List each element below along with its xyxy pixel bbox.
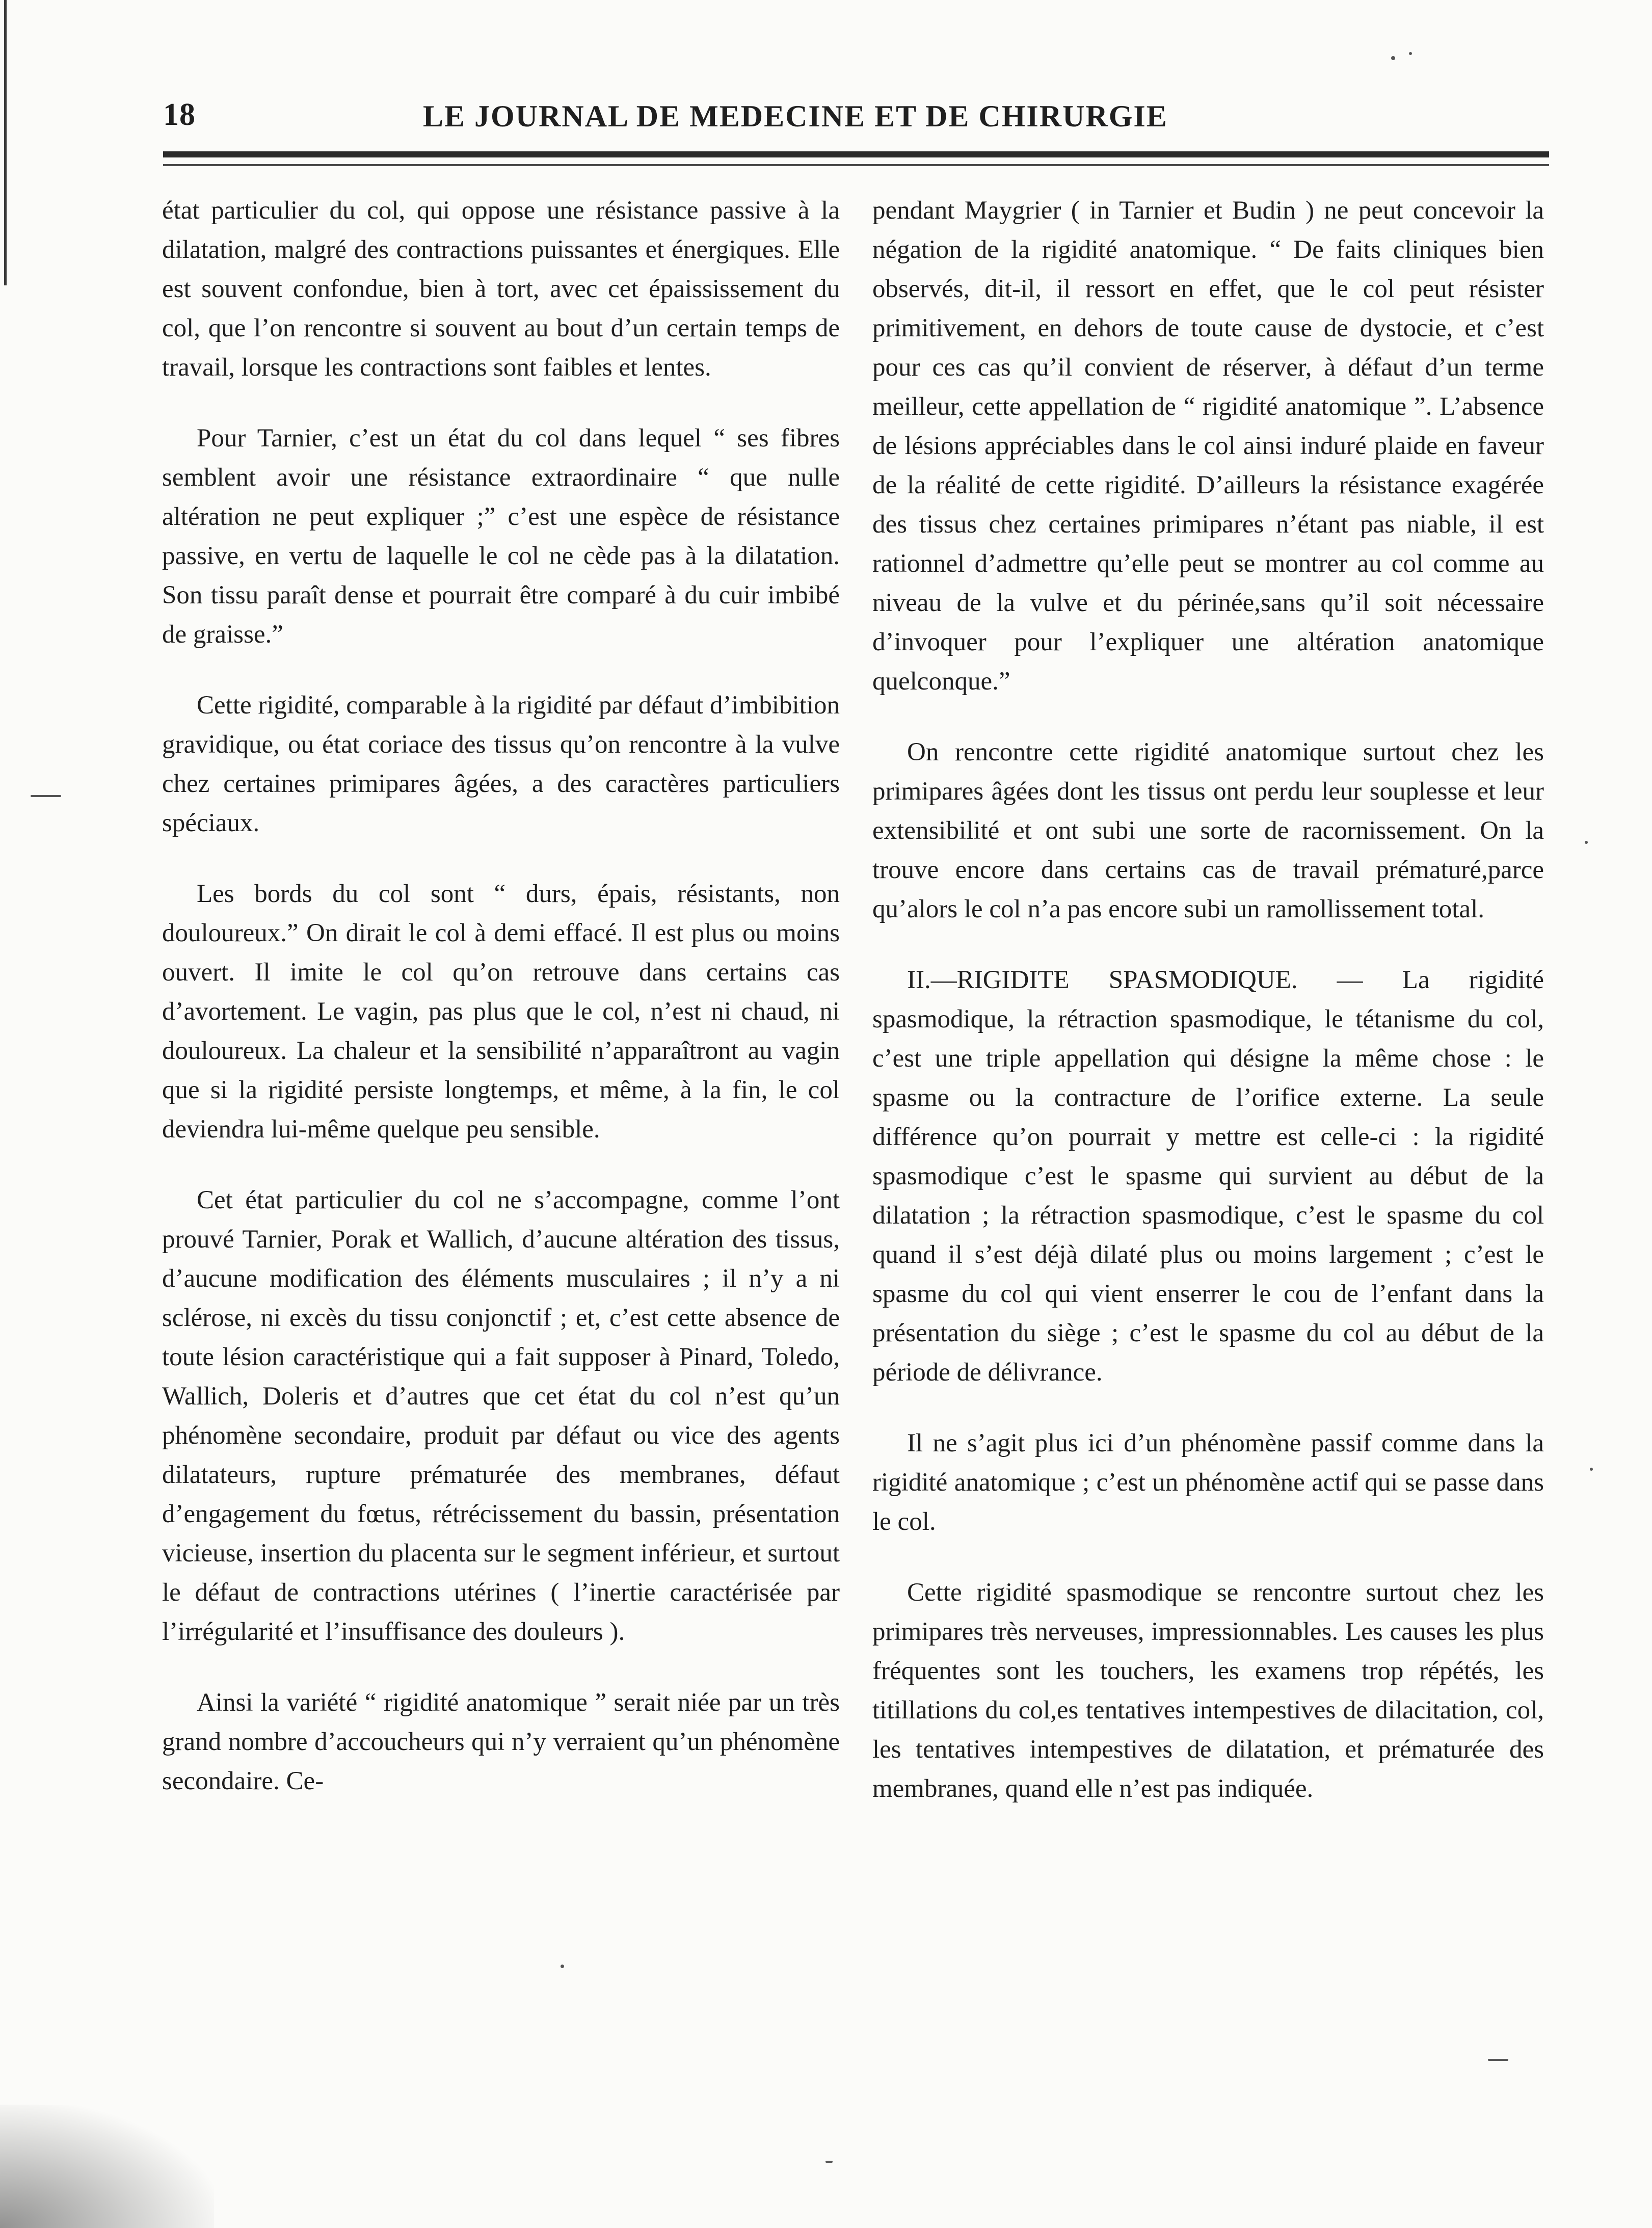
paragraph: Cette rigidité spasmodique se rencontre surtout chez les primipares très nerveuses, impressionnables. Les causes les plus fréquentes sont les touchers, les examens trop répétés, les titillations du col,es tentatives intempestives de dilacitation, col, les tentatives intempestives de dilatation, et prématurée des membranes, quand elle n’est pas indiquée. bbox=[872, 1578, 1544, 1803]
page-edge-rule bbox=[4, 0, 7, 285]
paragraph: Pour Tarnier, c’est un état du col dans lequel “ ses fibres semblent avoir une résistance extraordinaire “ que nulle altération ne peut expliquer ;” c’est une espèce de résistance passive, en vertu de laquelle le col ne cède pas à la dilatation. Son tissu paraît dense et pourrait être comparé à du cuir imbibé de graisse.” bbox=[162, 424, 840, 649]
scan-speck bbox=[1409, 52, 1412, 55]
paragraph: Les bords du col sont “ durs, épais, résistants, non douloureux.” On dirait le col à demi effacé. Il est plus ou moins ouvert. Il imite le col qu’on retrouve dans certains cas d’avortement. Le vagin, pas plus que le col, n’est ni chaud, ni douloureux. La chaleur et la sensibilité n’apparaîtront au vagin que si la rigidité persiste longtemps, et même, à la fin, le col deviendra lui-même quelque peu sensible. bbox=[162, 880, 840, 1144]
header-rule-thick bbox=[163, 151, 1549, 157]
header-rule-thin bbox=[163, 164, 1549, 166]
page-header bbox=[158, 97, 1549, 143]
scan-speck bbox=[1590, 1468, 1593, 1471]
paragraph: état particulier du col, qui oppose une résistance passive à la dilatation, malgré des contractions puissantes et énergiques. Elle est souvent confondue, bien à tort, avec cet épaississement du col, que l’on rencontre si souvent au bout d’un certain temps de travail, lorsque les contractions sont faibles et lentes. bbox=[162, 196, 840, 382]
paragraph: Il ne s’agit plus ici d’un phénomène passif comme dans la rigidité anatomique ; c’est un phénomène actif qui se passe dans le col. bbox=[872, 1429, 1544, 1536]
paragraph: Cette rigidité, comparable à la rigidité par défaut d’imbibition gravidique, ou état coriace des tissus qu’on rencontre à la vulve chez certaines primipares âgées, a des caractères particuliers spéciaux. bbox=[162, 691, 840, 837]
scan-speck bbox=[1391, 56, 1395, 60]
right-column bbox=[872, 191, 1544, 1809]
paragraph: Ainsi la variété “ rigidité anatomique ” serait niée par un très grand nombre d’accoucheurs qui n’y verraient qu’un phénomène secondaire. Ce- bbox=[162, 1688, 840, 1795]
section-heading-paragraph: II.—RIGIDITE SPASMODIQUE. — La rigidité spasmodique, la rétraction spasmodique, le tétanisme du col, c’est une triple appellation qui désigne la même chose : le spasme ou la contracture de l’orifice externe. La seule différence qu’on pourrait y mettre est celle-ci : la rigidité spasmodique c’est le spasme qui survient au début de la dilatation ; la rétraction spasmodique, c’est le spasme du col quand il s’est déjà dilaté plus ou moins largement ; c’est le spasme du col qui vient enserrer le cou de l’enfant dans la présentation du siège ; c’est le spasme du col au début de la période de délivrance. bbox=[872, 966, 1544, 1387]
scan-speck bbox=[1488, 2059, 1508, 2061]
paragraph: pendant Maygrier ( in Tarnier et Budin ) ne peut concevoir la négation de la rigidité anatomique. “ De faits cliniques bien observés, dit-il, il ressort en effet, que le col peut résister primitivement, en dehors de toute cause de dystocie, et c’est pour ces cas qu’il convient de réserver, à défaut d’un terme meilleur, cette appellation de “ rigidité anatomique ”. L’absence de lésions appréciables dans le col ainsi induré plaide en faveur de la réalité de cette rigidité. D’ailleurs la résistance exagérée des tissus chez certaines primipares n’étant pas niable, il est rationnel d’admettre qu’elle peut se montrer au col comme au niveau de la vulve et du périnée,sans qu’il soit nécessaire d’invoquer pour l’expliquer une altération anatomique quelconque.” bbox=[872, 196, 1544, 696]
paragraph: On rencontre cette rigidité anatomique surtout chez les primipares âgées dont les tissus ont perdu leur souplesse et leur extensibilité et ont subi une sorte de racornissement. On la trouve encore dans certains cas de travail prématuré,parce qu’alors le col n’a pas encore subi un ramollissement total. bbox=[872, 738, 1544, 923]
page-number: 18 bbox=[163, 97, 196, 132]
scan-speck bbox=[825, 2161, 833, 2163]
running-title: LE JOURNAL DE MEDECINE ET DE CHIRURGIE bbox=[423, 99, 1168, 133]
left-column bbox=[162, 191, 840, 1801]
scan-speck bbox=[31, 795, 61, 797]
scan-smudge bbox=[0, 2105, 214, 2228]
paragraph: Cet état particulier du col ne s’accompagne, comme l’ont prouvé Tarnier, Porak et Wallich, d’aucune altération des tissus, d’aucune modification des éléments musculaires ; il n’y a ni sclérose, ni excès du tissu conjonctif ; et, c’est cette absence de toute lésion caractéristique qui a fait supposer à Pinard, Toledo, Wallich, Doleris et d’autres que cet état du col n’est qu’un phénomène secondaire, produit par défaut ou vice des agents dilatateurs, rupture prématurée des membranes, défaut d’engagement du fœtus, rétrécissement du bassin, présentation vicieuse, insertion du placenta sur le segment inférieur, et surtout le défaut de contractions utérines ( l’inertie caractérisée par l’irrégularité et l’insuffisance des douleurs ). bbox=[162, 1186, 840, 1646]
scan-speck bbox=[561, 1965, 564, 1968]
scan-speck bbox=[1585, 841, 1588, 844]
